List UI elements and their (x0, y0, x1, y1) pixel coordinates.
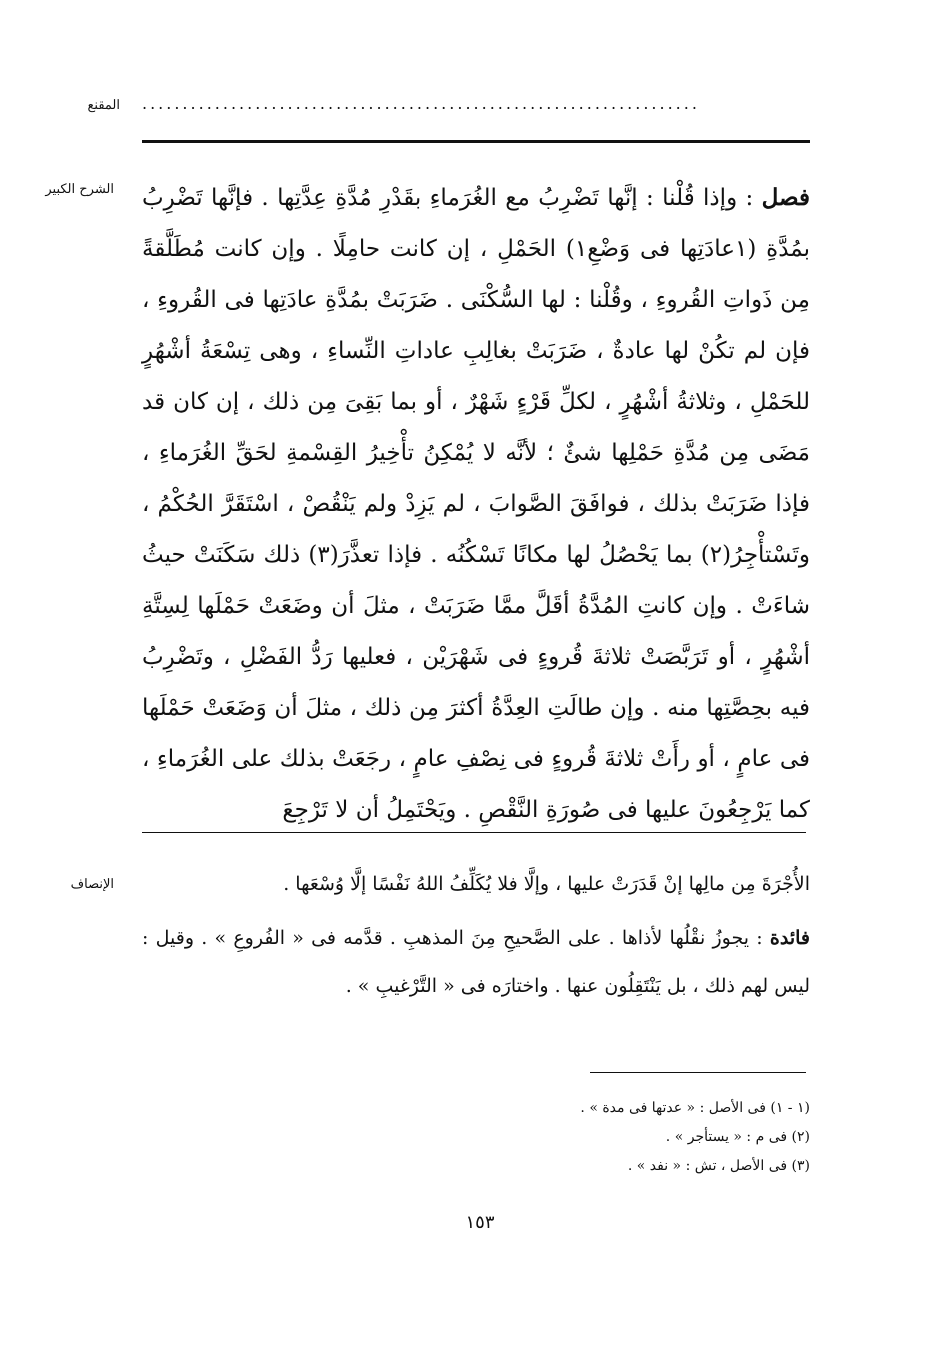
insaf-line: الأُجْرَةَ مِن مالِها إنْ قَدَرَتْ عليها ، وإلَّا فلا يُكَلِّفُ اللهُ نَفْسًا إلَّا وُسْعَها . (283, 873, 810, 895)
footnotes (142, 1094, 810, 1181)
section-heading: فصل (761, 184, 810, 211)
footnote-rule (590, 1072, 806, 1073)
page-number: ١٥٣ (465, 1212, 495, 1233)
insaf-paragraph (142, 914, 810, 1010)
margin-label-insaf: الإنصاف (70, 877, 114, 892)
main-text-body: : وإذا قُلْنا : إنَّها تَضْرِبُ مع الغُرَماءِ بقَدْرِ مُدَّةِ عِدَّتِها . فإنَّها تَضْرِبُ بمُدَّةِ (١عادَتِها فى وَضْعِ١) الحَمْلِ ، إن كانت حامِلًا . وإن كانت مُطَلَّقةً مِن ذَواتِ القُروءِ ، وقُلْنا : لها السُّكْنَى . ضَرَبَتْ بمُدَّةِ عادَتِها فى القُروءِ ، فإن لم تكُنْ لها عادةٌ ، ضَرَبَتْ بغالِبِ عاداتِ النِّساءِ ، وهى تِسْعَةُ أشْهُرٍ للحَمْلِ ، وثلاثةُ أشْهُرٍ ، لكلِّ قَرْءٍ شَهْرٌ ، أو بما بَقِىَ مِن ذلك ، إن كان قد مَضَى مِن مُدَّةِ حَمْلِها شئٌ ؛ لأنَّه لا يُمْكِنُ تأْخِيرُ القِسْمةِ لحَقِّ الغُرَماءِ ، فإذا ضَرَبَتْ بذلك ، فوافَقَ الصَّوابَ ، لم يَزِدْ ولم يَنْقُصْ ، اسْتَقَرَّ الحُكْمُ ، وتَسْتأْجِرُ(٢) بما يَحْصُلُ لها مكانًا تَسْكُنُه . فإذا تعذَّرَ(٣) ذلك سَكَنَتْ حيثُ شاءَتْ . وإن كانتِ المُدَّةُ أقَلَّ ممَّا ضَرَبَتْ ، مثلَ أن وضَعَتْ حَمْلَها لِسِتَّةِ أشْهُرٍ ، أو تَرَبَّصَتْ ثلاثةَ قُروءٍ فى شَهْرَيْن ، فعليها رَدُّ الفَضْلِ ، وتَضْرِبُ فيه بحِصَّتِها منه . وإن طالَتِ العِدَّةُ أكثرَ مِن ذلك ، مثلَ أن وَضَعَتْ حَمْلَها فى عامٍ ، أو رأَتْ ثلاثةَ قُروءٍ فى نِصْفِ عامٍ ، رجَعَتْ بذلك على الغُرَماءِ ، كما يَرْجِعُونَ عليها فى صُورَةِ النَّقْصِ . ويَحْتَمِلُ أن لا تَرْجِعَ (142, 185, 811, 823)
insaf-text-block (142, 860, 810, 1016)
insaf-body: : يجوزُ نقْلُها لأذاها . على الصَّحيحِ مِنَ المذهبِ . قدَّمه فى « الفُروعِ » . وقيل : ليس لهم ذلك ، بل يَنْتَقِلُون عنها . واختارَه فى « التَّرْغيبِ » . (142, 927, 810, 997)
header-rule (142, 140, 810, 143)
main-text-block (142, 172, 810, 836)
faida-heading: فائدة (769, 927, 810, 949)
running-header-dots: ..................................................................... (142, 96, 700, 112)
footnote: (٢) فى م : « يستأجر » . (665, 1129, 810, 1145)
margin-label-sharh: الشرح الكبير (45, 182, 114, 197)
footnote: (٣) فى الأصل ، تش : « نفد » . (627, 1158, 810, 1174)
main-paragraph (142, 172, 810, 836)
footnote: (١ - ١) فى الأصل : « عدتها فى مدة » . (580, 1100, 810, 1116)
section-divider (142, 832, 806, 833)
running-header-title: المقنع (87, 98, 120, 113)
